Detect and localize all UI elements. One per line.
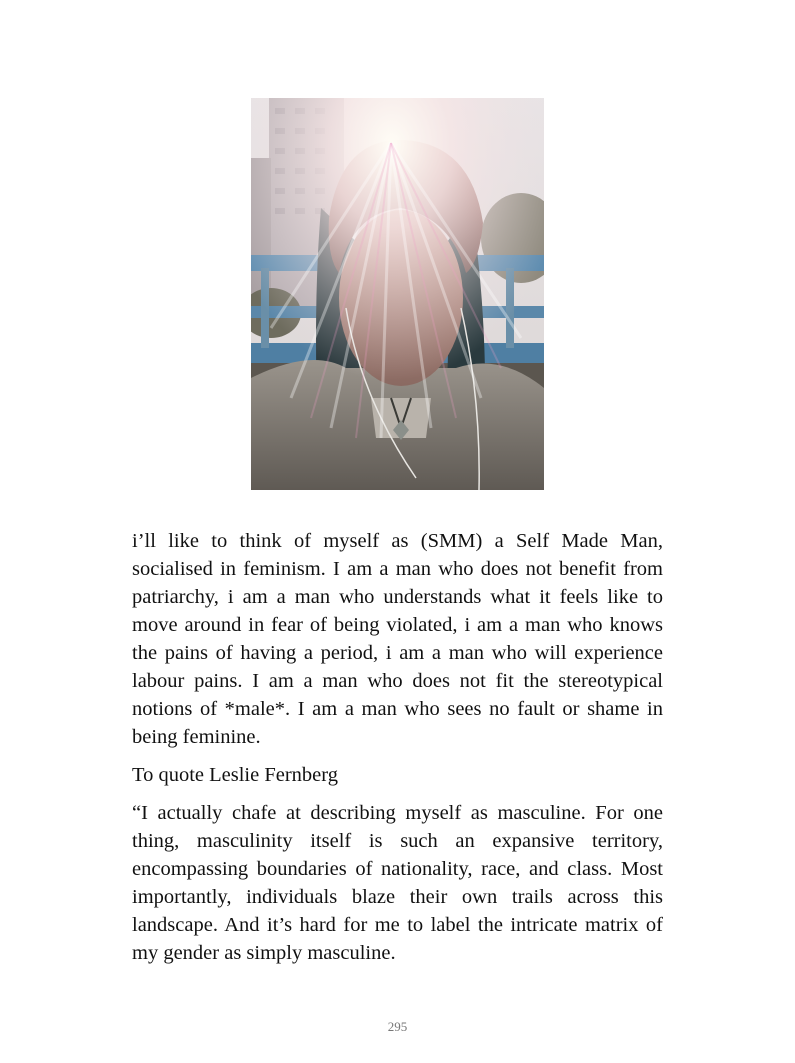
quote-paragraph: “I actually chafe at describing myself as masculine. For one thing, masculinity itself is such an expansive territory, encompassing boundaries of nationality, race, and class. Most importantly, individuals blaze their own trails across this landscape. And it’s hard for me to label the intricate matrix of my gender as simply masculine. [132, 802, 663, 964]
portrait-photo-icon [251, 98, 544, 490]
portrait-photo [251, 98, 544, 490]
body-text [132, 527, 663, 977]
intro-paragraph: i’ll like to think of myself as (SMM) a Self Made Man, socialised in feminism. I am a man who does not benefit from patriarchy, i am a man who understands what it feels like to move around in fear of being violated, i am a man who knows the pains of having a period, i am a man who will experience labour pains. I am a man who does not fit the stereotypical notions of *male*. I am a man who sees no fault or shame in being feminine. [132, 530, 663, 748]
quote-intro-paragraph: To quote Leslie Fernberg [132, 764, 338, 786]
page-number: 295 [387, 1019, 408, 1034]
